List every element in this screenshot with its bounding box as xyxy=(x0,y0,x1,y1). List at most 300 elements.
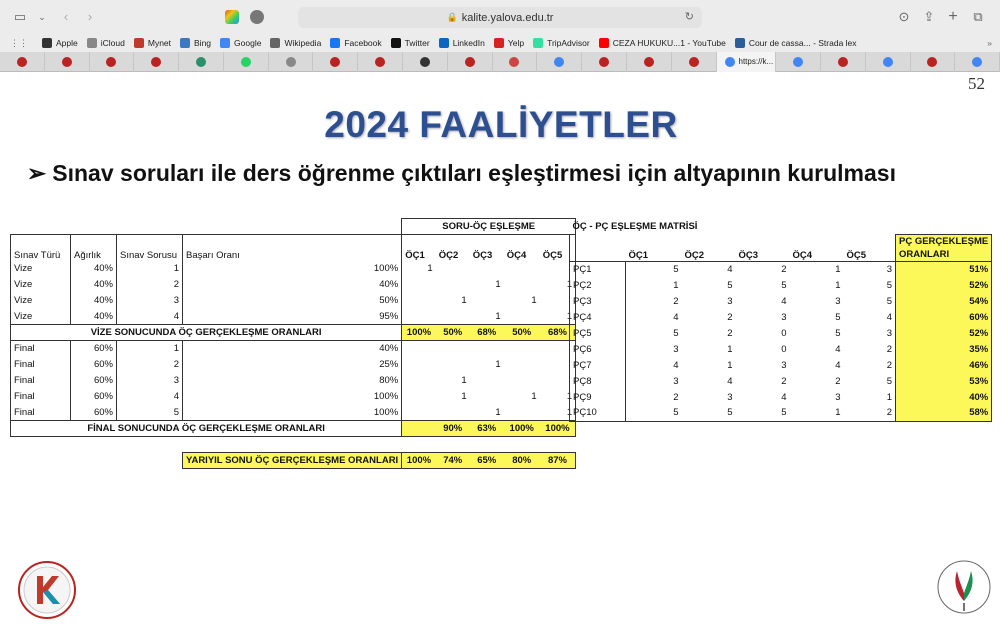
favorite-7[interactable] xyxy=(391,38,430,48)
yariyil-value: 74% xyxy=(436,453,470,469)
favorite-label: Bing xyxy=(194,38,212,48)
browser-tab[interactable] xyxy=(90,52,135,72)
favorite-11[interactable] xyxy=(599,38,726,48)
table-row xyxy=(570,325,992,341)
tab-favicon-icon xyxy=(972,57,982,67)
table-cell: 3 xyxy=(626,373,682,389)
browser-tab[interactable] xyxy=(134,52,179,72)
chevron-down-icon[interactable]: ⌄ xyxy=(38,12,46,22)
table-row xyxy=(11,219,576,235)
table-cell: 52% xyxy=(896,325,992,341)
table-cell xyxy=(470,341,504,357)
column-header: ÖÇ3 xyxy=(472,249,493,261)
bullet-item xyxy=(27,160,896,187)
mynet-icon xyxy=(134,38,144,48)
tab-favicon-icon xyxy=(465,57,475,67)
table-cell xyxy=(402,389,436,405)
summary-value: 50% xyxy=(436,325,470,341)
favorite-5[interactable] xyxy=(270,38,321,48)
table-cell: 2 xyxy=(886,343,892,355)
tripadvisor-icon xyxy=(533,38,543,48)
lock-icon: 🔒 xyxy=(446,12,458,22)
browser-tab[interactable] xyxy=(955,52,1000,72)
sidebar-toggle-icon[interactable]: ▭ xyxy=(13,9,27,24)
table-cell: 4 xyxy=(117,309,183,325)
column-header: ÖÇ5 xyxy=(846,249,867,261)
page-number: 52 xyxy=(968,74,985,93)
table-cell: 0 xyxy=(781,327,787,339)
table-cell xyxy=(504,261,540,277)
table-cell: 1 xyxy=(495,310,501,322)
column-header: ÖÇ1 xyxy=(628,249,649,261)
favorite-9[interactable] xyxy=(494,38,524,48)
table-cell: 60% xyxy=(71,373,117,389)
table-cell xyxy=(504,357,540,373)
favorite-label: Cour de cassa... - Strada lex xyxy=(748,38,857,48)
browser-tab[interactable] xyxy=(179,52,224,72)
table-row xyxy=(570,218,992,234)
table-cell: 5 xyxy=(626,405,682,421)
summary-value: 100% xyxy=(540,421,576,437)
table-cell: PÇ10 xyxy=(570,405,626,421)
tab-favicon-icon xyxy=(17,57,27,67)
table-cell: 2 xyxy=(835,375,841,387)
summary-label: FİNAL SONUCUNDA ÖÇ GERÇEKLEŞME ORANLARI xyxy=(11,421,402,437)
table-cell: 5 xyxy=(626,325,682,341)
table-row xyxy=(570,341,992,357)
summary-value: 90% xyxy=(436,421,470,437)
column-header: ÖÇ1 xyxy=(402,235,436,261)
table-cell: 100% xyxy=(183,405,402,421)
table-cell: 46% xyxy=(896,357,992,373)
table-cell xyxy=(402,309,436,325)
yariyil-value: 65% xyxy=(470,453,504,469)
globe-icon xyxy=(735,38,745,48)
summary-value: 50% xyxy=(504,325,540,341)
table-cell: 60% xyxy=(71,405,117,421)
table-cell: 58% xyxy=(896,405,992,421)
table-cell: 1 xyxy=(531,295,537,306)
new-tab-icon[interactable]: + xyxy=(948,8,958,25)
tab-favicon-icon xyxy=(644,57,654,67)
slide-title: 2024 FAALİYETLER xyxy=(324,104,678,145)
table-cell xyxy=(504,341,540,357)
summary-value: 100% xyxy=(504,421,540,437)
table-cell: PÇ3 xyxy=(570,293,626,309)
column-header: ÖÇ4 xyxy=(506,249,527,261)
forward-icon[interactable]: › xyxy=(87,9,93,24)
browser-tab[interactable] xyxy=(672,52,717,72)
summary-label: VİZE SONUCUNDA ÖÇ GERÇEKLEŞME ORANLARI xyxy=(11,325,402,341)
google-icon xyxy=(220,38,230,48)
table-row xyxy=(570,357,992,373)
table-cell: PÇ5 xyxy=(570,325,626,341)
group-header: SORU-ÖÇ EŞLEŞME xyxy=(402,219,576,235)
table-cell: 1 xyxy=(461,375,467,386)
browser-tab[interactable] xyxy=(45,52,90,72)
table-cell: 3 xyxy=(727,391,733,403)
table-cell: Vize xyxy=(11,261,71,277)
summary-row xyxy=(11,421,576,437)
more-bookmarks-icon[interactable]: » xyxy=(987,38,992,48)
table-cell: 2 xyxy=(727,327,733,339)
tab-favicon-icon xyxy=(196,57,206,67)
favorite-label: iCloud xyxy=(100,38,125,48)
back-icon[interactable]: ‹ xyxy=(63,9,69,24)
table-cell: 5 xyxy=(835,327,841,339)
table-cell: 4 xyxy=(626,309,682,325)
browser-tab[interactable] xyxy=(821,52,866,72)
tab-favicon-icon xyxy=(106,57,116,67)
result-header-line: PÇ GERÇEKLEŞME xyxy=(899,235,989,247)
table-cell: Vize xyxy=(11,309,71,325)
browser-tab[interactable] xyxy=(313,52,358,72)
address-bar[interactable] xyxy=(298,7,702,28)
browser-tab[interactable] xyxy=(537,52,582,72)
yariyil-value: 87% xyxy=(540,453,576,469)
table-cell xyxy=(402,341,436,357)
column-header: ÖÇ4 xyxy=(792,249,813,261)
table-cell: 2 xyxy=(727,311,733,323)
table-cell: 1 xyxy=(835,279,841,291)
table-cell: 54% xyxy=(896,293,992,309)
table-cell: 3 xyxy=(781,359,787,371)
table-cell: 53% xyxy=(896,373,992,389)
tab-favicon-icon xyxy=(286,57,296,67)
table-cell: 5 xyxy=(886,279,892,291)
table-cell: 40% xyxy=(71,261,117,277)
table-cell: 1 xyxy=(540,405,576,421)
table-cell xyxy=(470,293,504,309)
table-cell xyxy=(402,405,436,421)
table-cell: 40% xyxy=(71,277,117,293)
summary-value: 68% xyxy=(540,325,576,341)
table-cell: 60% xyxy=(71,357,117,373)
browser-tab[interactable] xyxy=(403,52,448,72)
table-cell: 5 xyxy=(886,375,892,387)
favorite-label: Facebook xyxy=(344,38,382,48)
table-row xyxy=(570,309,992,325)
table-cell xyxy=(402,277,436,293)
table-cell: 2 xyxy=(886,359,892,371)
table-cell: 4 xyxy=(886,311,892,323)
browser-toolbar xyxy=(0,0,1000,34)
table-cell: 2 xyxy=(781,375,787,387)
summary-value: 63% xyxy=(470,421,504,437)
table-cell: 1 xyxy=(790,405,844,421)
favorite-4[interactable] xyxy=(220,38,261,48)
favorite-1[interactable] xyxy=(87,38,125,48)
table-row xyxy=(570,389,992,405)
table-cell: 1 xyxy=(727,359,733,371)
table-cell: 2 xyxy=(626,389,682,405)
favorite-3[interactable] xyxy=(180,38,211,48)
favorite-8[interactable] xyxy=(439,38,485,48)
table-row xyxy=(570,405,992,421)
table-cell: 1 xyxy=(727,343,733,355)
spacer-cell xyxy=(11,453,183,469)
tab-favicon-icon xyxy=(599,57,609,67)
table-cell: 3 xyxy=(835,391,841,403)
table-cell: 50% xyxy=(183,293,402,309)
table-row xyxy=(11,309,576,325)
table-cell: 0 xyxy=(781,343,787,355)
column-header: ÖÇ3 xyxy=(738,249,759,261)
url-text: kalite.yalova.edu.tr xyxy=(461,11,554,24)
table-cell: 3 xyxy=(117,293,183,309)
table-cell: 35% xyxy=(896,341,992,357)
table-cell: 2 xyxy=(117,277,183,293)
yariyil-row xyxy=(11,453,576,469)
download-icon[interactable]: ⊙ xyxy=(898,9,910,24)
table-cell: 100% xyxy=(183,389,402,405)
table-row xyxy=(570,261,992,277)
table-cell: 5 xyxy=(727,279,733,291)
table-cell: 5 xyxy=(117,405,183,421)
spacer-cell xyxy=(11,219,402,235)
favorite-label: Apple xyxy=(56,38,78,48)
table-cell xyxy=(402,293,436,309)
table-row xyxy=(11,341,576,357)
table-cell: 95% xyxy=(183,309,402,325)
table-cell: 4 xyxy=(117,389,183,405)
oc-pc-matrix-table xyxy=(569,218,992,422)
table-cell: 3 xyxy=(781,311,787,323)
matrix-title: ÖÇ - PÇ EŞLEŞME MATRİSİ xyxy=(572,220,698,232)
table-cell: 2 xyxy=(844,405,896,421)
favorite-label: Yelp xyxy=(507,38,525,48)
bullet-text: Sınav soruları ile ders öğrenme çıktıları eşleştirmesi için altyapının kurulması xyxy=(52,160,896,186)
table-cell: Final xyxy=(11,405,71,421)
browser-tab[interactable] xyxy=(224,52,269,72)
tab-favicon-icon xyxy=(62,57,72,67)
table-cell: 1 xyxy=(495,359,501,370)
favorite-12[interactable] xyxy=(735,38,857,48)
table-cell: 40% xyxy=(71,293,117,309)
facebook-icon xyxy=(330,38,340,48)
table-cell: 60% xyxy=(896,309,992,325)
slide xyxy=(3,72,999,625)
table-cell: 5 xyxy=(781,279,787,291)
table-cell: Final xyxy=(11,341,71,357)
table-cell: 3 xyxy=(844,261,896,277)
youtube-icon xyxy=(599,38,609,48)
table-cell: 1 xyxy=(540,389,576,405)
browser-tab[interactable] xyxy=(866,52,911,72)
favorite-label: Mynet xyxy=(147,38,172,48)
table-cell: PÇ4 xyxy=(570,309,626,325)
spacer-row xyxy=(11,437,576,453)
table-cell xyxy=(470,389,504,405)
table-cell xyxy=(436,405,470,421)
table-cell: 2 xyxy=(626,293,682,309)
table-cell xyxy=(504,277,540,293)
table-cell: 3 xyxy=(626,341,682,357)
table-row xyxy=(11,261,576,277)
summary-value: 100% xyxy=(402,325,436,341)
column-header: ÖÇ5 xyxy=(540,235,576,261)
tab-bar xyxy=(0,52,1000,72)
browser-tab[interactable] xyxy=(493,52,538,72)
linkedin-icon xyxy=(439,38,449,48)
table-cell: 1 xyxy=(886,391,892,403)
bing-icon xyxy=(180,38,190,48)
table-cell xyxy=(504,373,540,389)
browser-tab[interactable] xyxy=(776,52,821,72)
tab-favicon-icon xyxy=(793,57,803,67)
table-cell: Vize xyxy=(11,277,71,293)
table-cell: 4 xyxy=(682,261,736,277)
tab-favicon-icon xyxy=(554,57,564,67)
table-cell: 4 xyxy=(781,295,787,307)
kalite-logo xyxy=(17,560,77,620)
table-cell: 1 xyxy=(117,341,183,357)
table-cell: 5 xyxy=(626,261,682,277)
table-cell: 5 xyxy=(682,405,736,421)
table-cell: PÇ1 xyxy=(570,261,626,277)
table-row xyxy=(11,293,576,309)
table-cell: 1 xyxy=(540,309,576,325)
favorite-6[interactable] xyxy=(330,38,381,48)
browser-tab[interactable] xyxy=(0,52,45,72)
header-row xyxy=(11,235,576,261)
yariyil-value: 80% xyxy=(504,453,540,469)
summary-row xyxy=(11,325,576,341)
table-cell: 40% xyxy=(896,389,992,405)
favorite-label: Wikipedia xyxy=(284,38,322,48)
favorite-2[interactable] xyxy=(134,38,171,48)
summary-value: 68% xyxy=(470,325,504,341)
result-header xyxy=(896,234,992,261)
favorite-10[interactable] xyxy=(533,38,590,48)
table-cell: 2 xyxy=(736,261,790,277)
table-cell: 1 xyxy=(402,261,436,277)
browser-tab[interactable] xyxy=(269,52,314,72)
table-cell: 80% xyxy=(183,373,402,389)
share-icon[interactable]: ⇪ xyxy=(923,9,935,24)
tab-favicon-icon xyxy=(420,57,430,67)
tab-favicon-icon xyxy=(927,57,937,67)
table-cell: 1 xyxy=(461,391,467,402)
tab-favicon-icon xyxy=(241,57,251,67)
browser-tab[interactable] xyxy=(582,52,627,72)
table-cell: Final xyxy=(11,373,71,389)
column-header: Sınav Sorusu xyxy=(117,235,183,261)
column-header: Ağırlık xyxy=(71,235,117,261)
table-cell: Vize xyxy=(11,293,71,309)
table-cell: 1 xyxy=(790,261,844,277)
favorite-0[interactable] xyxy=(42,38,78,48)
browser-tab[interactable] xyxy=(448,52,493,72)
table-cell: 100% xyxy=(183,261,402,277)
browser-tab[interactable] xyxy=(358,52,403,72)
table-cell xyxy=(504,405,540,421)
browser-tab[interactable] xyxy=(627,52,672,72)
table-cell: PÇ2 xyxy=(570,277,626,293)
table-row xyxy=(11,405,576,421)
table-cell: 3 xyxy=(117,373,183,389)
wikipedia-icon xyxy=(270,38,280,48)
tab-favicon-icon xyxy=(330,57,340,67)
yariyil-label: YARIYIL SONU ÖÇ GERÇEKLEŞME ORANLARI xyxy=(183,453,402,469)
table-cell: 4 xyxy=(835,343,841,355)
table-cell: 3 xyxy=(727,295,733,307)
reload-icon[interactable]: ↻ xyxy=(684,11,694,23)
table-cell: PÇ6 xyxy=(570,341,626,357)
favorite-label: TripAdvisor xyxy=(547,38,590,48)
table-row xyxy=(570,277,992,293)
table-cell: 5 xyxy=(736,405,790,421)
table-cell: 1 xyxy=(117,261,183,277)
yariyil-value: 100% xyxy=(402,453,436,469)
table-cell: 25% xyxy=(183,357,402,373)
extension-icon[interactable] xyxy=(225,10,239,24)
active-browser-tab[interactable] xyxy=(717,52,777,72)
yelp-icon xyxy=(494,38,504,48)
table-row xyxy=(11,357,576,373)
tab-overview-icon[interactable]: ⧉ xyxy=(973,9,983,24)
table-cell: 1 xyxy=(495,279,501,290)
table-cell xyxy=(504,309,540,325)
table-cell: 4 xyxy=(727,375,733,387)
table-cell: 3 xyxy=(835,295,841,307)
column-header: ÖÇ2 xyxy=(684,249,705,261)
tab-favicon-icon xyxy=(375,57,385,67)
table-cell: 4 xyxy=(781,391,787,403)
table-cell: 1 xyxy=(540,277,576,293)
tab-favicon-icon xyxy=(509,57,519,67)
table-cell xyxy=(470,261,504,277)
favorite-label: Twitter xyxy=(404,38,430,48)
table-cell: 51% xyxy=(896,261,992,277)
spacer-cell xyxy=(896,218,992,234)
table-cell xyxy=(436,261,470,277)
yalova-university-logo xyxy=(935,557,993,621)
favorites-bar xyxy=(0,34,1000,52)
table-cell: Final xyxy=(11,357,71,373)
table-cell: PÇ7 xyxy=(570,357,626,373)
table-cell xyxy=(436,341,470,357)
table-cell: 2 xyxy=(117,357,183,373)
summary-value xyxy=(402,421,436,437)
tab-favicon-icon xyxy=(838,57,848,67)
table-cell: 5 xyxy=(835,311,841,323)
column-header: ÖÇ2 xyxy=(438,249,459,261)
table-cell: 1 xyxy=(531,391,537,402)
tab-favicon-icon xyxy=(151,57,161,67)
privacy-icon[interactable] xyxy=(250,10,264,24)
table-cell: 40% xyxy=(183,341,402,357)
table-cell xyxy=(402,373,436,389)
table-cell: 60% xyxy=(71,389,117,405)
table-row xyxy=(11,277,576,293)
browser-tab[interactable] xyxy=(911,52,956,72)
apps-grid-icon[interactable]: ⋮⋮ xyxy=(10,37,28,48)
favorite-label: LinkedIn xyxy=(452,38,485,48)
table-cell xyxy=(402,357,436,373)
table-cell: 4 xyxy=(626,357,682,373)
table-cell: 5 xyxy=(886,295,892,307)
table-cell xyxy=(470,373,504,389)
column-header: Sınav Türü xyxy=(11,235,71,261)
table-cell xyxy=(436,277,470,293)
table-cell: 1 xyxy=(626,277,682,293)
table-cell: 1 xyxy=(461,295,467,306)
table-cell xyxy=(436,309,470,325)
table-cell xyxy=(436,357,470,373)
table-cell: 40% xyxy=(183,277,402,293)
table-cell: PÇ8 xyxy=(570,373,626,389)
